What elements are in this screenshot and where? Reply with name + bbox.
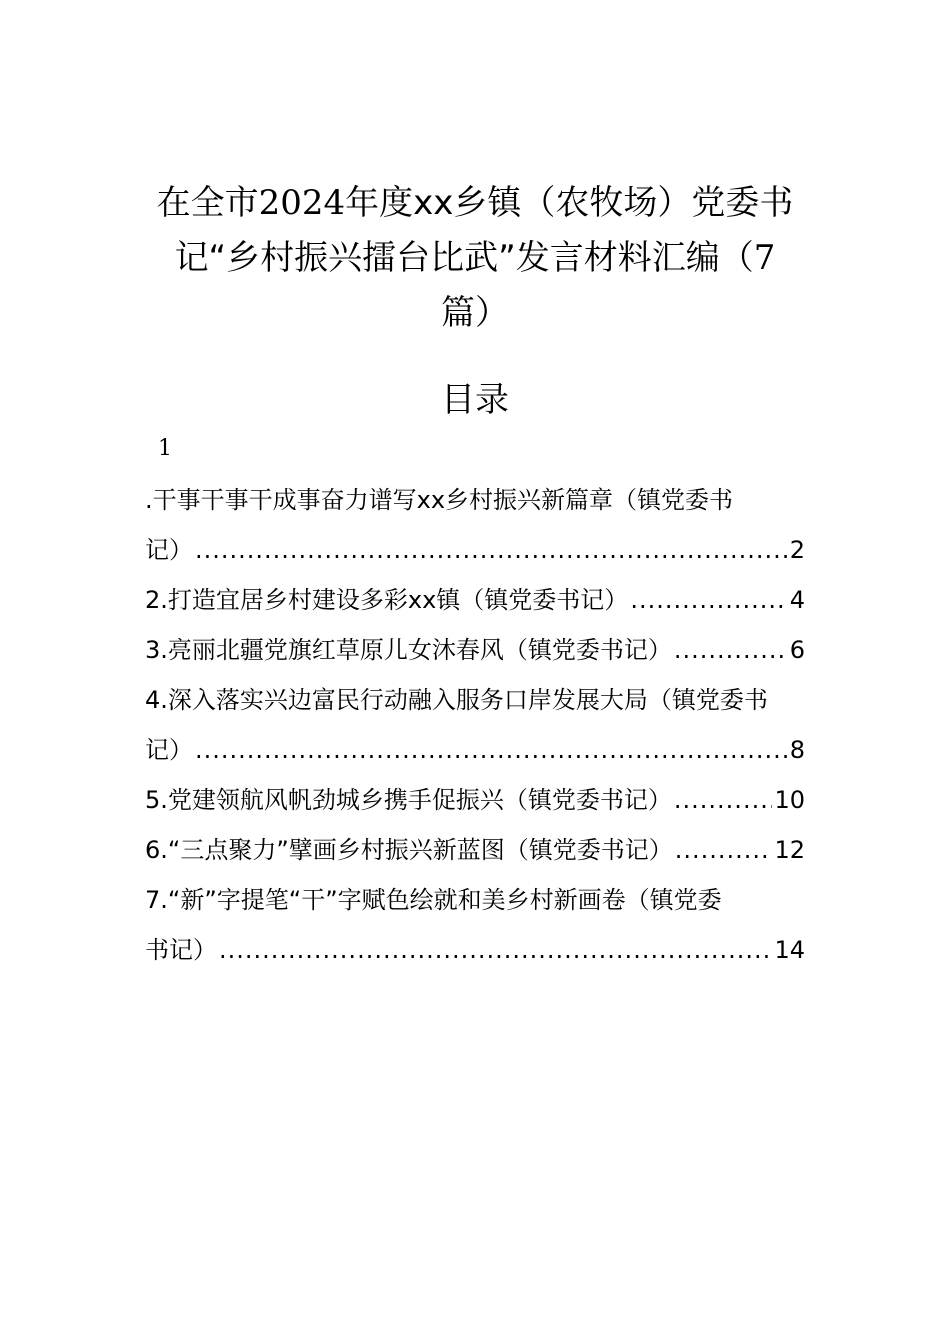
toc-entry-text: 3.亮丽北疆党旗红草原儿女沐春风（镇党委书记） [145,636,672,664]
toc-dot-leader [219,925,772,975]
table-of-contents [145,475,805,975]
toc-entry-text: 6.“三点聚力”擘画乡村振兴新蓝图（镇党委书记） [145,836,673,864]
toc-dot-leader [195,525,788,575]
toc-entry-text: 记） [145,536,193,564]
toc-entry-5[interactable] [145,775,805,825]
toc-entry-text: 4.深入落实兴边富民行动融入服务口岸发展大局（镇党委书 [145,686,768,714]
title-line-3 [140,286,810,341]
toc-dot-leader [195,725,788,775]
toc-page-number: 2 [789,536,805,564]
title-text: 篇） [441,293,509,333]
toc-first-entry-number: 1 [158,436,172,461]
toc-entry-4-line-2[interactable] [145,725,805,775]
toc-entry-text: .干事干事干成事奋力谱写xx乡村振兴新篇章（镇党委书 [145,486,734,514]
toc-entry-7-line-2[interactable] [145,925,805,975]
toc-entry-3[interactable] [145,625,805,675]
toc-entry-2[interactable] [145,575,805,625]
toc-dot-leader [630,575,787,625]
title-line-1 [140,176,810,231]
toc-entry-1-line-1[interactable] [145,475,805,525]
toc-page-number: 4 [789,586,805,614]
toc-entry-text: 书记） [145,936,217,964]
toc-entry-text: 5.党建领航风帆劲城乡携手促振兴（镇党委书记） [145,786,672,814]
toc-entry-6[interactable] [145,825,805,875]
toc-dot-leader [675,825,773,875]
toc-entry-7-line-1[interactable] [145,875,805,925]
toc-entry-1-line-2[interactable] [145,525,805,575]
toc-dot-leader [674,775,773,825]
toc-page-number: 10 [774,786,805,814]
title-line-2 [140,231,810,286]
title-text: 记“乡村振兴擂台比武”发言材料汇编（ [174,238,754,278]
toc-page-number: 14 [774,936,805,964]
title-year: 2024 [258,183,346,223]
toc-entry-text: 记） [145,736,193,764]
toc-page-number: 8 [789,736,805,764]
document-title [140,176,810,341]
toc-page-number: 12 [774,836,805,864]
toc-dot-leader [674,625,788,675]
toc-page-number: 6 [789,636,805,664]
title-text: 年度xx乡镇（农牧场）党委书 [345,183,794,223]
toc-entry-text: 2.打造宜居乡村建设多彩xx镇（镇党委书记） [145,586,629,614]
title-text: 在全市 [156,183,259,223]
title-count: 7 [753,238,776,278]
toc-entry-text: 7.“新”字提笔“干”字赋色绘就和美乡村新画卷（镇党委 [145,886,722,914]
toc-heading: 目录 [441,380,509,420]
toc-entry-4-line-1[interactable] [145,675,805,725]
